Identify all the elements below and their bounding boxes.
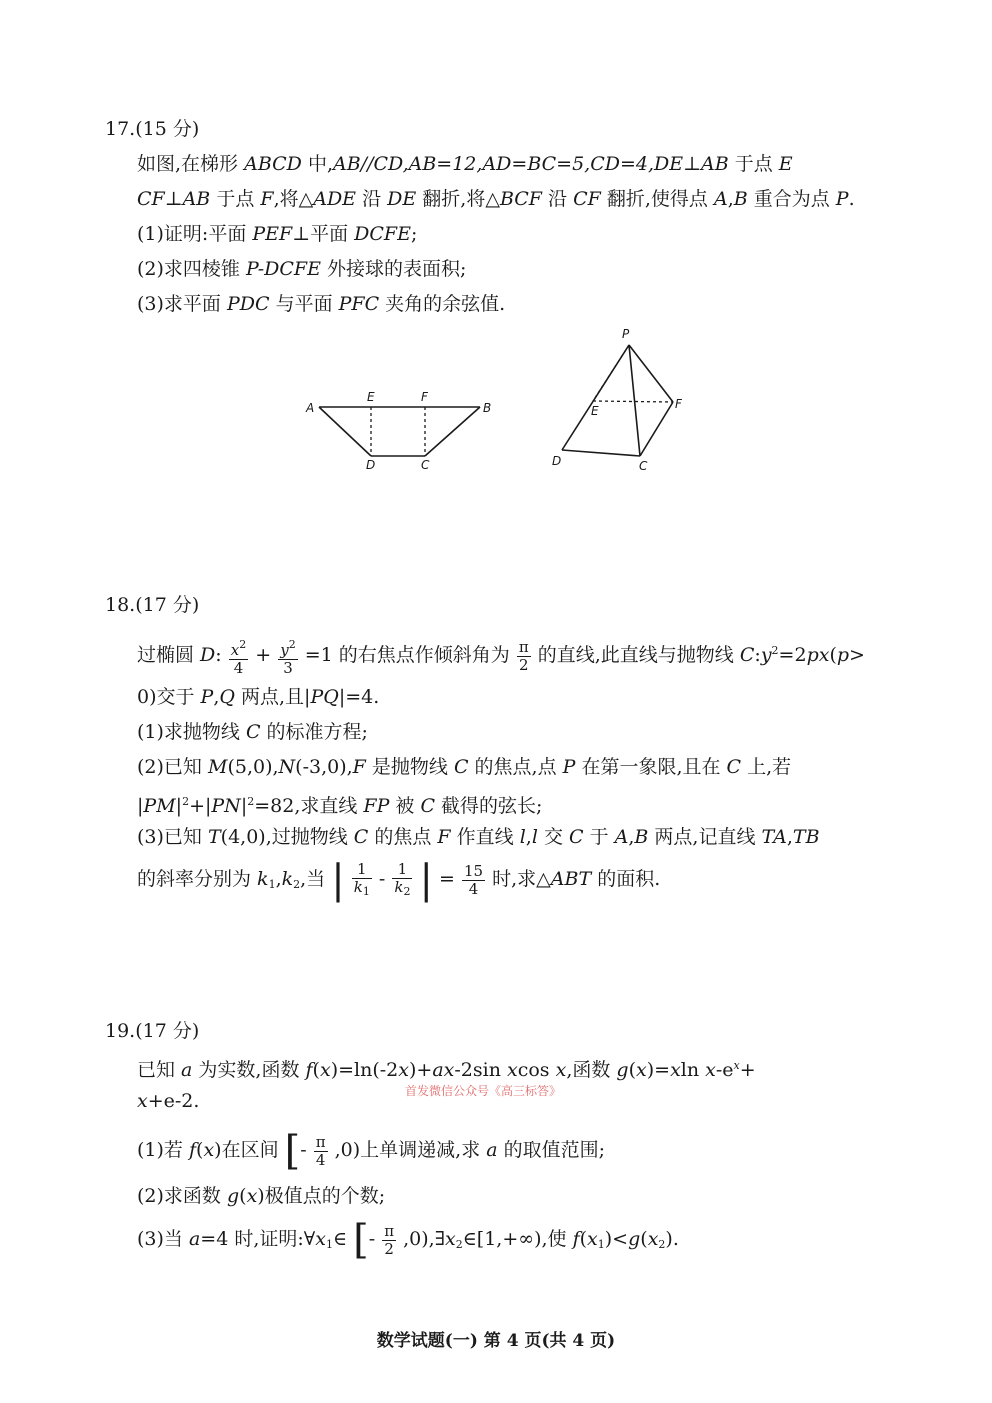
fraction-15-over-4: $\frac{15}{4}$ — [464, 861, 484, 898]
q19-part-3: (3)当 a=4 时,证明$:\forall x_1\in$ [- $\frac{\pi}{2}$ $,0),\exists x_2\in[1,+\infty)$,使 $f(x_1)<g(x_2)$. — [137, 1217, 679, 1263]
trapezoid-figure — [295, 385, 510, 480]
label-c: C — [421, 458, 430, 472]
edge-ef — [593, 401, 673, 402]
q17-part-2: (2)求四棱锥 P-DCFE 外接球的表面积; — [137, 258, 467, 280]
fraction-x2-over-4: $\frac{x^2}{4}$ — [230, 637, 247, 677]
fraction-pi-over-4: $\frac{\pi}{4}$ — [315, 1132, 326, 1169]
fraction-1-over-k2: $\frac{1}{k_2}$ — [394, 859, 411, 898]
segment-ad — [319, 407, 371, 456]
q19-line-1: 已知 a 为实数,函数 f(x)=ln(-2x)+ax-2sin xcos x,函数 g(x)=xln $x-e^x+$ — [137, 1059, 756, 1081]
segment-cb — [425, 407, 480, 456]
q19-header: 19.(17 分) — [105, 1020, 200, 1042]
fraction-pi-over-2: $\frac{\pi}{2}$ — [518, 637, 529, 674]
page-footer: 数学试题(一) 第 4 页(共 4 页) — [376, 1331, 616, 1351]
q19-part-1: (1)若 f(x)在区间 [- $\frac{\pi}{4}$ ,0)上单调递减,求 a 的取值范围; — [137, 1128, 606, 1174]
label-f: F — [675, 397, 682, 411]
q18-part-3-line-2: 的斜率分别为 $k_1,k_2$,当 | $\frac{1}{k_1}$ - $\frac{1}{k_2}$ | = $\frac{15}{4}$ 时,求△ABT 的面积. — [137, 857, 661, 903]
q18-part-3-line-1: (3)已知 T(4,0),过抛物线 C 的焦点 F 作直线 l,l 交 C 于 A,B 两点,记直线 TA,TB — [137, 826, 820, 848]
q19-line-2: x+e-2. — [137, 1090, 200, 1112]
watermark-text: 首发微信公众号《高三标答》 — [405, 1084, 562, 1098]
q17-part-3: (3)求平面 PDC 与平面 PFC 夹角的余弦值. — [137, 293, 506, 315]
fraction-pi-over-2: $\frac{\pi}{2}$ — [384, 1221, 395, 1258]
edge-cf — [640, 402, 673, 456]
label-f: F — [421, 390, 428, 404]
q18-header: 18.(17 分) — [105, 594, 200, 616]
fraction-1-over-k1: $\frac{1}{k_1}$ — [353, 859, 370, 898]
q18-line-1: 过椭圆 D: $\frac{x^2}{4}$ + $\frac{y^2}{3}$ =1 的右焦点作倾斜角为 $\frac{\pi}{2}$ 的直线,此直线与抛物线 $C:y^2=2px(p>$ — [137, 637, 865, 677]
label-d: D — [552, 454, 562, 468]
label-a: A — [306, 401, 315, 415]
label-e: E — [367, 390, 375, 404]
q17-header: 17.(15 分) — [105, 118, 200, 140]
q18-part-2-line-1: (2)已知 M(5,0),N(-3,0),F 是抛物线 C 的焦点,点 P 在第一象限,且在 C 上,若 — [137, 756, 792, 778]
q17-line-2: CF⊥AB 于点 F,将△ADE 沿 DE 翻折,将△BCF 沿 CF 翻折,使得点 A,B 重合为点 P. — [137, 188, 855, 210]
edge-dc — [562, 450, 640, 456]
label-c: C — [639, 459, 648, 473]
edge-pf — [629, 345, 673, 402]
q18-line-2: 0)交于 P,Q 两点,且|PQ|=4. — [137, 686, 380, 708]
q18-part-1: (1)求抛物线 C 的标准方程; — [137, 721, 368, 743]
q17-part-1: (1)证明:平面 PEF⊥平面 DCFE; — [137, 223, 418, 245]
label-e: E — [591, 404, 599, 418]
q19-part-2: (2)求函数 g(x)极值点的个数; — [137, 1185, 386, 1207]
q17-line-1: 如图,在梯形 ABCD 中,AB//CD,AB=12,AD=BC=5,CD=4,DE⊥AB 于点 E — [137, 153, 793, 175]
label-d: D — [366, 458, 376, 472]
fraction-y2-over-3: $\frac{y^2}{3}$ — [280, 637, 296, 677]
label-p: P — [622, 327, 630, 341]
edge-pc — [629, 345, 640, 456]
pyramid-figure — [545, 322, 695, 477]
q18-part-2-line-2: $|PM|^2+|PN|^2=82$,求直线 FP 被 C 截得的弦长; — [137, 795, 543, 817]
label-b: B — [483, 401, 492, 415]
